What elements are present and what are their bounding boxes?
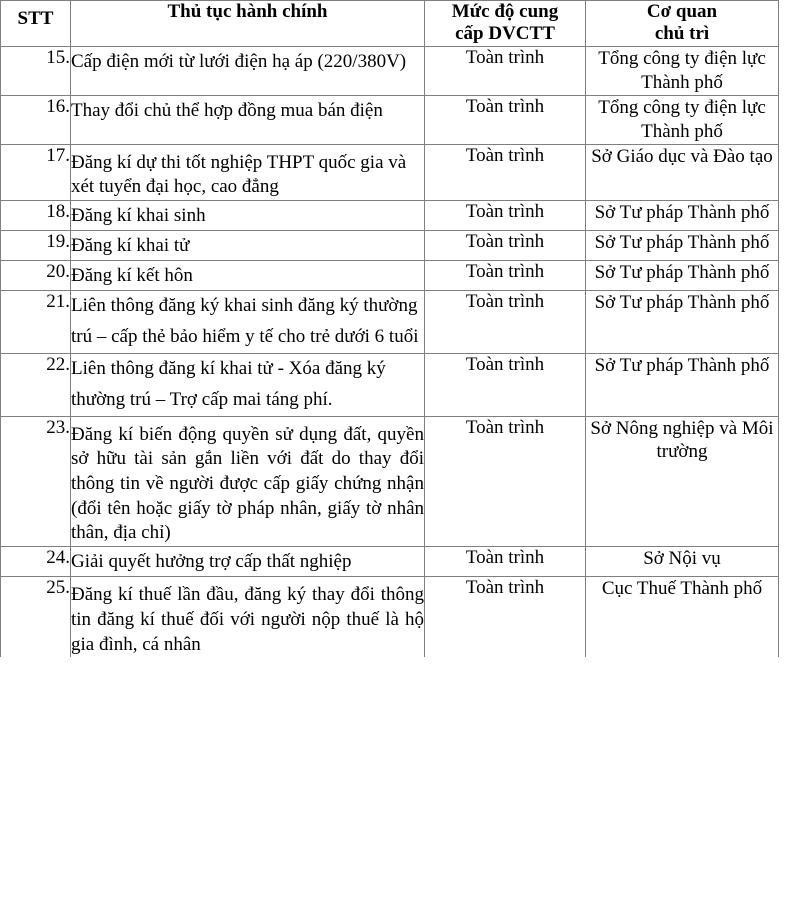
cell-agency: Sở Nội vụ [586, 546, 779, 576]
cell-index: 23. [1, 416, 71, 546]
table-row [1, 353, 779, 416]
cell-procedure-name: Đăng kí dự thi tốt nghiệp THPT quốc gia và xét tuyển đại học, cao đẳng [71, 144, 425, 200]
cell-procedure-name: Liên thông đăng ký khai sinh đăng ký thường trú – cấp thẻ bảo hiểm y tế cho trẻ dưới 6 tuổi [71, 291, 425, 354]
cell-procedure-name: Đăng kí thuế lần đầu, đăng ký thay đổi thông tin đăng kí thuế đối với người nộp thuế là hộ gia đình, cá nhân [71, 577, 425, 658]
header-line: STT [17, 8, 54, 29]
cell-procedure-name: Liên thông đăng kí khai tử - Xóa đăng ký thường trú – Trợ cấp mai táng phí. [71, 353, 425, 416]
cell-service-level: Toàn trình [425, 231, 586, 261]
cell-agency: Sở Tư pháp Thành phố [586, 353, 779, 416]
cell-procedure-name: Đăng kí biến động quyền sử dụng đất, quyền sở hữu tài sản gắn liền với đất do thay đổi thông tin về người được cấp giấy chứng nhận (đổi tên hoặc giấy tờ pháp nhân, giấy tờ nhân thân, địa chỉ) [71, 416, 425, 546]
cell-agency: Sở Tư pháp Thành phố [586, 291, 779, 354]
cell-procedure-name: Thay đổi chủ thể hợp đồng mua bán điện [71, 95, 425, 144]
table-row [1, 291, 779, 354]
cell-index: 15. [1, 46, 71, 95]
header-line: cấp DVCTT [455, 23, 555, 45]
cell-procedure-name: Giải quyết hưởng trợ cấp thất nghiệp [71, 546, 425, 576]
cell-service-level: Toàn trình [425, 144, 586, 200]
table-row [1, 261, 779, 291]
cell-procedure-name: Đăng kí khai sinh [71, 200, 425, 230]
cell-service-level: Toàn trình [425, 546, 586, 576]
column-header-stt [1, 1, 71, 47]
cell-agency: Cục Thuế Thành phố [586, 577, 779, 658]
column-header-service-level [425, 1, 586, 47]
cell-service-level: Toàn trình [425, 416, 586, 546]
cell-service-level: Toàn trình [425, 46, 586, 95]
cell-service-level: Toàn trình [425, 200, 586, 230]
table-body [1, 46, 779, 657]
cell-index: 22. [1, 353, 71, 416]
table-row [1, 95, 779, 144]
header-line: chủ trì [654, 23, 710, 45]
header-line: Thủ tục hành chính [167, 1, 328, 22]
cell-procedure-name: Đăng kí khai tử [71, 231, 425, 261]
table-row [1, 46, 779, 95]
cell-service-level: Toàn trình [425, 291, 586, 354]
cell-service-level: Toàn trình [425, 261, 586, 291]
column-header-procedure [71, 1, 425, 47]
cell-index: 21. [1, 291, 71, 354]
table-header [1, 1, 779, 47]
cell-index: 19. [1, 231, 71, 261]
cell-procedure-name: Đăng kí kết hôn [71, 261, 425, 291]
cell-service-level: Toàn trình [425, 577, 586, 658]
header-line: Mức độ cung [451, 1, 559, 22]
cell-agency: Sở Tư pháp Thành phố [586, 231, 779, 261]
table-row [1, 546, 779, 576]
cell-agency: Sở Tư pháp Thành phố [586, 261, 779, 291]
header-row [1, 1, 779, 47]
table-row [1, 144, 779, 200]
cell-index: 17. [1, 144, 71, 200]
cell-agency: Tổng công ty điện lực Thành phố [586, 95, 779, 144]
cell-agency: Sở Giáo dục và Đào tạo [586, 144, 779, 200]
column-header-agency [586, 1, 779, 47]
cell-service-level: Toàn trình [425, 353, 586, 416]
table-row [1, 200, 779, 230]
table-row [1, 231, 779, 261]
cell-agency: Sở Tư pháp Thành phố [586, 200, 779, 230]
table-row [1, 577, 779, 658]
cell-index: 18. [1, 200, 71, 230]
cell-index: 16. [1, 95, 71, 144]
table-row [1, 416, 779, 546]
cell-agency: Tổng công ty điện lực Thành phố [586, 46, 779, 95]
cell-index: 25. [1, 577, 71, 658]
header-line: Cơ quan [646, 1, 718, 22]
cell-procedure-name: Cấp điện mới từ lưới điện hạ áp (220/380V) [71, 46, 425, 95]
cell-index: 24. [1, 546, 71, 576]
cell-index: 20. [1, 261, 71, 291]
cell-agency: Sở Nông nghiệp và Môi trường [586, 416, 779, 546]
cell-service-level: Toàn trình [425, 95, 586, 144]
